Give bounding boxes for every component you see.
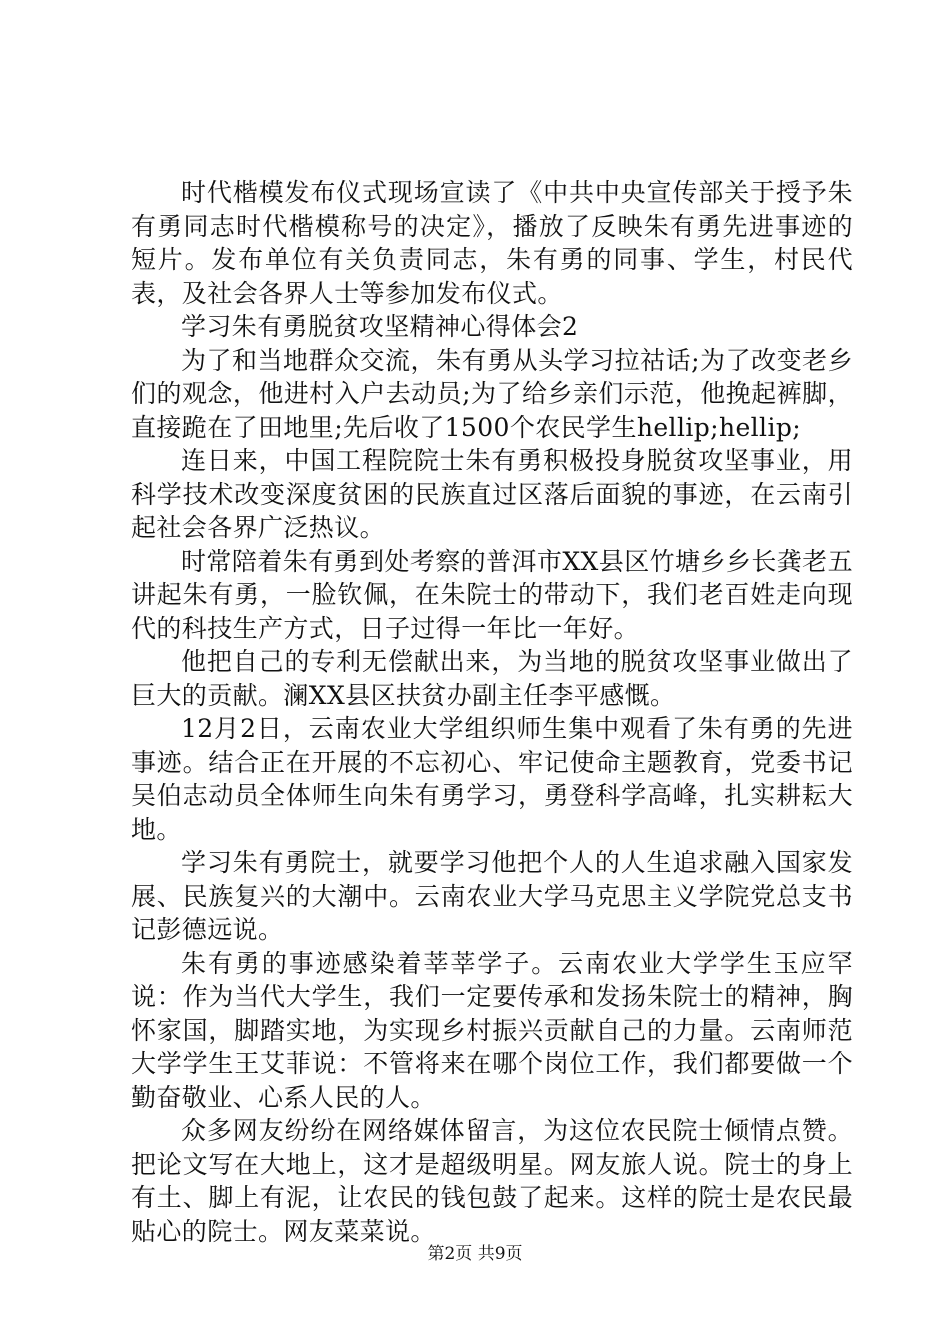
paragraph: 他把自己的专利无偿献出来，为当地的脱贫攻坚事业做出了巨大的贡献。澜XX县区扶贫办副主任李平感慨。 bbox=[131, 647, 853, 710]
document-body bbox=[131, 176, 853, 1248]
page-number-footer: 第2页 共9页 bbox=[427, 1244, 523, 1264]
paragraph: 朱有勇的事迹感染着莘莘学子。云南农业大学学生玉应罕说：作为当代大学生，我们一定要传承和发扬朱院士的精神，胸怀家国，脚踏实地，为实现乡村振兴贡献自己的力量。云南师范大学学生王艾菲说：不管将来在哪个岗位工作，我们都要做一个勤奋敬业、心系人民的人。 bbox=[131, 948, 853, 1112]
section-heading: 学习朱有勇脱贫攻坚精神心得体会2 bbox=[181, 312, 579, 341]
paragraph: 时代楷模发布仪式现场宣读了《中共中央宣传部关于授予朱有勇同志时代楷模称号的决定》，播放了反映朱有勇先进事迹的短片。发布单位有关负责同志，朱有勇的同事、学生，村民代表，及社会各界人士等参加发布仪式。 bbox=[131, 178, 853, 308]
paragraph: 时常陪着朱有勇到处考察的普洱市XX县区竹塘乡乡长龚老五讲起朱有勇，一脸钦佩，在朱院士的带动下，我们老百姓走向现代的科技生产方式，日子过得一年比一年好。 bbox=[131, 546, 853, 643]
paragraph: 众多网友纷纷在网络媒体留言，为这位农民院士倾情点赞。把论文写在大地上，这才是超级明星。网友旅人说。院士的身上有土、脚上有泥，让农民的钱包鼓了起来。这样的院士是农民最贴心的院士。网友菜菜说。 bbox=[131, 1116, 853, 1246]
paragraph: 为了和当地群众交流，朱有勇从头学习拉祜话;为了改变老乡们的观念，他进村入户去动员;为了给乡亲们示范，他挽起裤脚，直接跪在了田地里;先后收了1500个农民学生hellip;hellip; bbox=[131, 345, 853, 442]
paragraph: 12月2日，云南农业大学组织师生集中观看了朱有勇的先进事迹。结合正在开展的不忘初心、牢记使命主题教育，党委书记吴伯志动员全体师生向朱有勇学习，勇登科学高峰，扎实耕耘大地。 bbox=[131, 714, 853, 844]
paragraph: 连日来，中国工程院院士朱有勇积极投身脱贫攻坚事业，用科学技术改变深度贫困的民族直过区落后面貌的事迹，在云南引起社会各界广泛热议。 bbox=[131, 446, 853, 542]
paragraph: 学习朱有勇院士，就要学习他把个人的人生追求融入国家发展、民族复兴的大潮中。云南农业大学马克思主义学院党总支书记彭德远说。 bbox=[131, 848, 853, 944]
